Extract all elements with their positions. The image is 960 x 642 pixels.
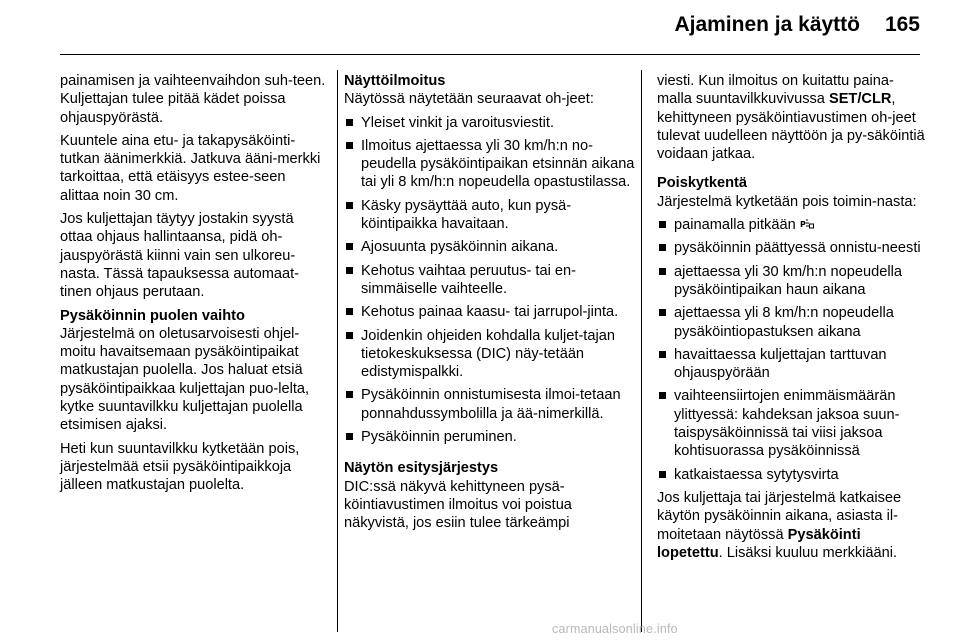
section-heading: Pysäköinnin puolen vaihto bbox=[60, 307, 245, 324]
paragraph: Järjestelmä on oletusarvoisesti ohjel-moitu havaitsemaan pysäköintipaikat matkustajan puolella. Jos haluat etsiä pysäköintipaikkaa kuljettajan puo-lelta, kytke suuntavilkku kuljettajan puolella etsimisen ajaksi. bbox=[60, 325, 310, 434]
header-title: Ajaminen ja käyttö bbox=[674, 13, 860, 36]
section-heading: Poiskytkentä bbox=[657, 175, 748, 192]
column-2 bbox=[344, 72, 636, 538]
list-item: Kehotus painaa kaasu- tai jarrupol-jinta. bbox=[344, 303, 636, 321]
parking-assist-icon bbox=[800, 218, 814, 230]
column-1 bbox=[60, 72, 328, 500]
list-item: katkaistaessa sytytysvirta bbox=[657, 466, 925, 484]
page-header bbox=[0, 0, 960, 46]
list-item: Pysäköinnin onnistumisesta ilmoi-tetaan ponnahdussymbolilla ja ää-nimerkillä. bbox=[344, 386, 636, 423]
paragraph: painamisen ja vaihteenvaihdon suh-teen. Kuljettajan tulee pitää kädet poissa ohjauspyörästä. bbox=[60, 73, 326, 126]
list-item: Ajosuunta pysäköinnin aikana. bbox=[344, 238, 636, 256]
list-item: Ilmoitus ajettaessa yli 30 km/h:n no-peudella pysäköintipaikan etsinnän aikana tai yli 8 km/h:n nopeudella opastustilassa. bbox=[344, 137, 636, 192]
watermark: carmanualsonline.info bbox=[552, 622, 678, 636]
list-item: vaihteensiirtojen enimmäismäärän ylittyessä: kahdeksan jaksoa suun-taispysäköinnissä tai viisi jaksoa kohtisuorassa pysäköinnissä bbox=[657, 387, 925, 460]
list-item: Kehotus vaihtaa peruutus- tai en-simmäiselle vaihteelle. bbox=[344, 262, 636, 299]
paragraph: Heti kun suuntavilkku kytketään pois, järjestelmää etsii pysäköintipaikkoja jälleen matkustajan puolelta. bbox=[60, 440, 300, 494]
header-rule bbox=[60, 54, 920, 55]
list-item: painamalla pitkään P bbox=[657, 216, 925, 234]
list-item: pysäköinnin päättyessä onnistu-neesti bbox=[657, 239, 925, 257]
page-number: 165 bbox=[884, 13, 920, 36]
paragraph: Jos kuljettajan täytyy jostakin syystä ottaa ohjaus hallintaansa, pidä oh-jauspyörästä kiinni vain sen ulkoreu-nasta. Tässä tapauksessa automaat-tinen ohjaus perutaan. bbox=[60, 211, 300, 301]
paragraph: viesti. Kun ilmoitus on kuitattu paina-malla suuntavilkkuvivussa SET/CLR, kehittyneen pysäköintiavustimen oh-jeet tulevat uudelleen näyttöön ja py-säköintiä voidaan jatkaa. bbox=[657, 73, 925, 163]
list-item: Käsky pysäyttää auto, kun pysä-köintipaikka havaitaan. bbox=[344, 197, 636, 234]
paragraph: Kuuntele aina etu- ja takapysäköinti-tutkan äänimerkkiä. Jatkuva ääni-merkki tarkoittaa, että etäisyys estee-seen alittaa noin 30 cm. bbox=[60, 132, 321, 204]
set-clr-label: SET/CLR bbox=[828, 91, 892, 108]
list-item: ajettaessa yli 8 km/h:n nopeudella pysäköintiopastuksen aikana bbox=[657, 304, 925, 341]
list-item: Pysäköinnin peruminen. bbox=[344, 428, 636, 446]
bullet-list bbox=[344, 114, 636, 447]
column-divider-2 bbox=[641, 70, 642, 632]
list-item: havaittaessa kuljettajan tarttuvan ohjauspyörään bbox=[657, 346, 925, 383]
list-item: Joidenkin ohjeiden kohdalla kuljet-tajan tietokeskuksessa (DIC) näy-tetään edistymispalkki. bbox=[344, 327, 636, 382]
column-3 bbox=[657, 72, 925, 567]
paragraph: DIC:ssä näkyvä kehittyneen pysä-köintiavustimen ilmoitus voi poistua näkyvistä, jos esiin tulee tärkeämpi bbox=[344, 478, 572, 532]
paragraph: Näytössä näytetään seuraavat oh-jeet: bbox=[344, 91, 594, 108]
svg-text:P: P bbox=[799, 220, 806, 230]
section-heading: Näytön esitysjärjestys bbox=[344, 460, 499, 477]
column-divider-1 bbox=[337, 70, 338, 632]
status-message: Pysäköinti lopetettu bbox=[657, 526, 861, 561]
list-item: Yleiset vinkit ja varoitusviestit. bbox=[344, 114, 636, 132]
section-heading: Näyttöilmoitus bbox=[344, 73, 446, 89]
bullet-list bbox=[657, 216, 925, 484]
paragraph: Järjestelmä kytketään pois toimin-nasta: bbox=[657, 193, 917, 210]
paragraph: Jos kuljettaja tai järjestelmä katkaisee käytön pysäköinnin aikana, asiasta il-moitetaan näytössä Pysäköinti lopetettu. Lisäksi kuuluu merkkiääni. bbox=[657, 489, 902, 561]
list-item: ajettaessa yli 30 km/h:n nopeudella pysäköintipaikan haun aikana bbox=[657, 263, 925, 300]
